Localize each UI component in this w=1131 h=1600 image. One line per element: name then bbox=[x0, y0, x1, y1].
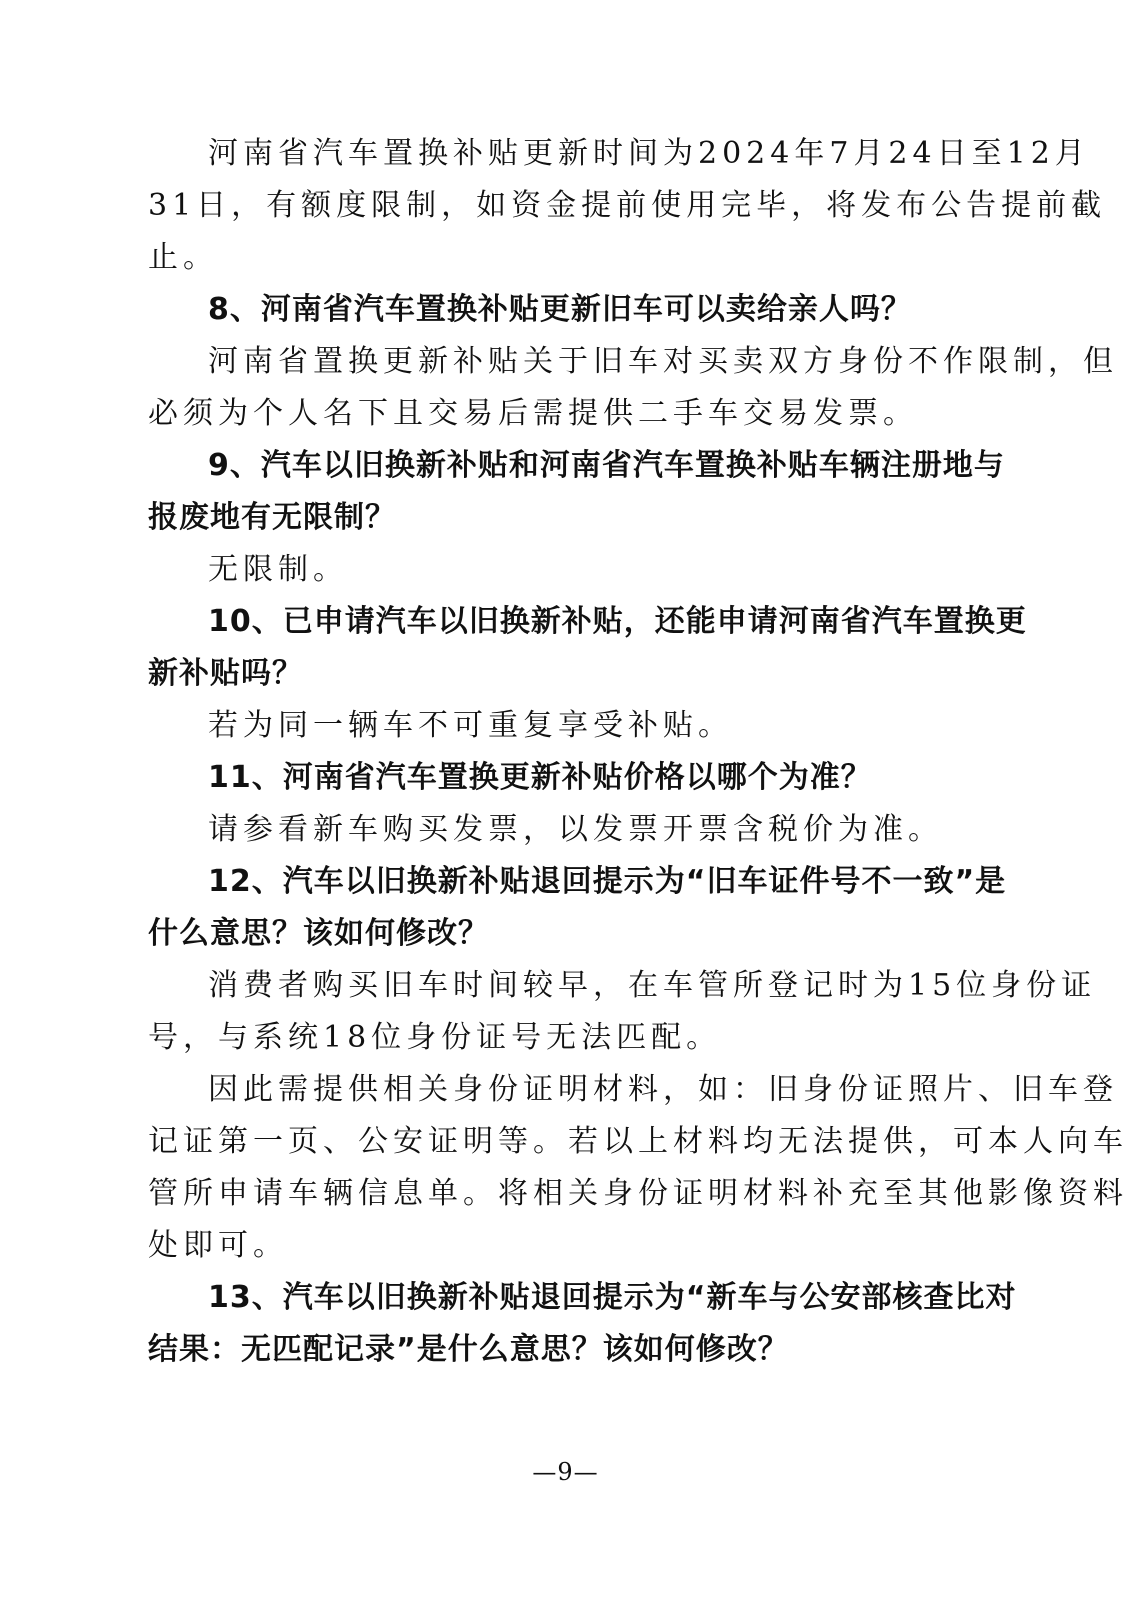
answer-paragraph bbox=[148, 336, 1118, 440]
text-line: 因此需提供相关身份证明材料，如：旧身份证照片、旧车登 bbox=[208, 1072, 1118, 1107]
question-heading bbox=[148, 1272, 1017, 1376]
text-line: 河南省汽车置换补贴更新时间为2024年7月24日至12月 bbox=[208, 136, 1090, 171]
text-line: 报废地有无限制？ bbox=[148, 500, 396, 535]
text-line: 12、汽车以旧换新补贴退回提示为“旧车证件号不一致”是 bbox=[208, 864, 1007, 899]
text-line: 必须为个人名下且交易后需提供二手车交易发票。 bbox=[148, 396, 918, 431]
text-line: 9、汽车以旧换新补贴和河南省汽车置换补贴车辆注册地与 bbox=[208, 448, 1005, 483]
text-line: 13、汽车以旧换新补贴退回提示为“新车与公安部核查比对 bbox=[208, 1280, 1017, 1315]
answer-paragraph bbox=[148, 804, 978, 856]
answer-paragraph bbox=[148, 700, 978, 752]
text-line: 止。 bbox=[148, 240, 218, 275]
text-line: 新补贴吗？ bbox=[148, 656, 303, 691]
question-heading bbox=[148, 752, 978, 804]
question-heading bbox=[148, 284, 978, 336]
text-line: 请参看新车购买发票，以发票开票含税价为准。 bbox=[208, 812, 943, 847]
question-heading bbox=[148, 856, 1007, 960]
text-line: 记证第一页、公安证明等。若以上材料均无法提供，可本人向车 bbox=[148, 1124, 1128, 1159]
text-line: 无限制。 bbox=[208, 552, 348, 587]
question-heading bbox=[148, 596, 1027, 700]
answer-paragraph bbox=[148, 128, 1107, 284]
question-heading bbox=[148, 440, 1005, 544]
text-line: 结果：无匹配记录”是什么意思？该如何修改？ bbox=[148, 1332, 789, 1367]
page-number: —9— bbox=[532, 1458, 599, 1486]
text-line: 处即可。 bbox=[148, 1228, 288, 1263]
text-line: 管所申请车辆信息单。将相关身份证明材料补充至其他影像资料 bbox=[148, 1176, 1128, 1211]
text-line: 什么意思？该如何修改？ bbox=[148, 916, 489, 951]
text-line: 河南省置换更新补贴关于旧车对买卖双方身份不作限制，但 bbox=[208, 344, 1118, 379]
document-body bbox=[148, 128, 1128, 1376]
text-line: 号，与系统18位身份证号无法匹配。 bbox=[148, 1020, 722, 1055]
text-line: 消费者购买旧车时间较早，在车管所登记时为15位身份证 bbox=[208, 968, 1097, 1003]
text-line: 8、河南省汽车置换补贴更新旧车可以卖给亲人吗？ bbox=[208, 292, 912, 327]
text-line: 31日，有额度限制，如资金提前使用完毕，将发布公告提前截 bbox=[148, 188, 1107, 223]
text-line: 若为同一辆车不可重复享受补贴。 bbox=[208, 708, 733, 743]
answer-paragraph bbox=[148, 1064, 1128, 1272]
text-line: 11、河南省汽车置换更新补贴价格以哪个为准？ bbox=[208, 760, 872, 795]
text-line: 10、已申请汽车以旧换新补贴，还能申请河南省汽车置换更 bbox=[208, 604, 1027, 639]
answer-paragraph bbox=[148, 544, 978, 596]
document-page bbox=[148, 128, 1128, 1376]
answer-paragraph bbox=[148, 960, 1097, 1064]
